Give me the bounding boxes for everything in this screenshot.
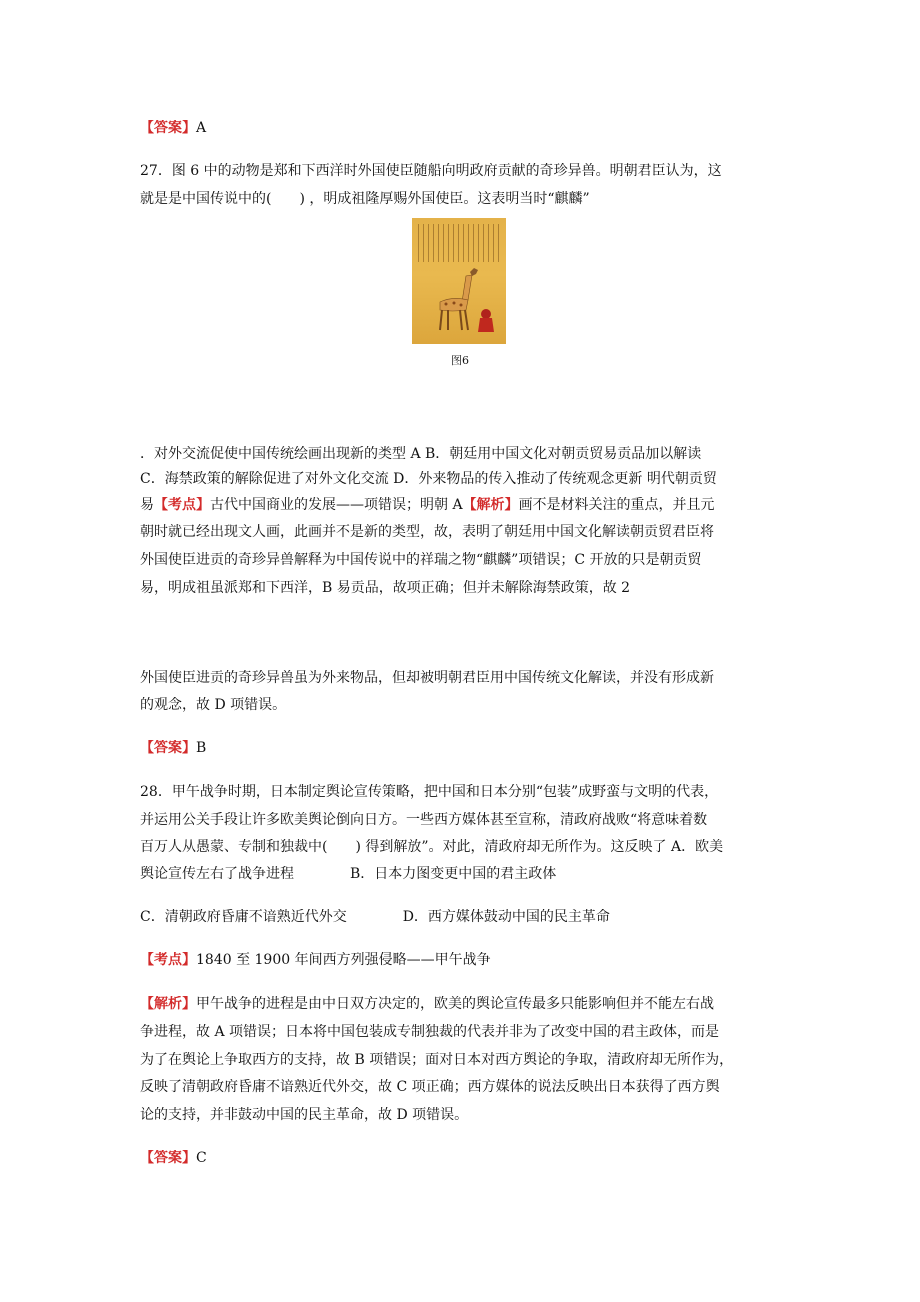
jiexi-text-1: 甲午战争的进程是由中日双方决定的，欧美的舆论宣传最多只能影响但并不能左右战 [196, 996, 714, 1012]
kaodian-line [140, 952, 780, 968]
kaodian-tag: 【考点】 [140, 952, 196, 968]
answer-line-2 [140, 740, 780, 756]
q27-options-line-4: 朝时就已经出现文人画，此画并不是新的类型，故，表明了朝廷用中国文化解读朝贡贸君臣将 [140, 524, 714, 540]
giraffe-image [412, 218, 506, 344]
q27-options-line-3-a: 易 [140, 497, 154, 513]
answer-tag: 【答案】 [140, 740, 196, 756]
q27-options-line-3-c: 画不是材料关注的重点，并且元 [518, 497, 715, 513]
jiexi-line-3: 为了在舆论上争取西方的支持，故 B 项错误；面对日本对西方舆论的争取，清政府却无所作为， [140, 1052, 734, 1068]
jiexi-line-4: 反映了清朝政府昏庸不谙熟近代外交，故 C 项正确；西方媒体的说法反映出日本获得了西方舆 [140, 1079, 720, 1095]
q27-options-line-6: 易，明成祖虽派郑和下西洋，B 易贡品，故项正确；但并未解除海禁政策，故 2 [140, 580, 631, 596]
kaodian-text: 1840 至 1900 年间西方列强侵略——甲午战争 [196, 952, 491, 968]
q27-line-1: 27．图 6 中的动物是郑和下西洋时外国使臣随船向明政府贡献的奇珍异兽。明朝君臣认为，这 [140, 163, 722, 179]
jiexi-tag: 【解析】 [140, 996, 196, 1012]
answer-line-1 [140, 120, 780, 136]
figure-caption: 图6 [451, 354, 469, 367]
q27-cont-line-2: 的观念，故 D 项错误。 [140, 697, 287, 713]
q28-line-2: 并运用公关手段让许多欧美舆论倒向日方。一些西方媒体甚至宣称，清政府战败“将意味着数 [140, 812, 708, 828]
kaodian-tag: 【考点】 [154, 497, 210, 513]
answer-tag: 【答案】 [140, 1150, 196, 1166]
answer-value: B [196, 740, 207, 756]
q27-options-line-5: 外国使臣进贡的奇珍异兽解释为中国传说中的祥瑞之物“麒麟”项错误；C 开放的只是朝贡贸 [140, 552, 702, 568]
q28-line-3: 百万人从愚蒙、专制和独裁中( ) 得到解放”。对此，清政府却无所作为。这反映了 A．欧美 [140, 839, 724, 855]
q28-line-4: 舆论宣传左右了战争进程 B．日本力图变更中国的君主政体 [140, 866, 557, 882]
answer-line-3 [140, 1150, 780, 1166]
q27-options-line-2: C．海禁政策的解除促进了对外文化交流 D．外来物品的传入推动了传统观念更新 明代朝贡贸 [140, 471, 717, 487]
qilin-giraffe-painting [412, 218, 506, 344]
jiexi-tag: 【解析】 [462, 497, 519, 513]
jiexi-line-2: 争进程，故 A 项错误；日本将中国包装成专制独裁的代表并非为了改变中国的君主政体，而是 [140, 1024, 720, 1040]
jiexi-line-5: 论的支持，并非鼓动中国的民主革命，故 D 项错误。 [140, 1107, 469, 1123]
q27-line-2: 就是是中国传说中的( ) ，明成祖隆厚赐外国使臣。这表明当时“麒麟” [140, 191, 590, 207]
answer-value: C [196, 1150, 207, 1166]
jiexi-line-1 [140, 996, 780, 1012]
q27-options-line-3 [140, 497, 780, 513]
q27-cont-line-1: 外国使臣进贡的奇珍异兽虽为外来物品，但却被明朝君臣用中国传统文化解读，并没有形成新 [140, 670, 714, 686]
answer-value: A [196, 120, 207, 136]
q27-options-line-3-b: 古代中国商业的发展——项错误；明朝 A [210, 497, 463, 513]
q28-line-1: 28．甲午战争时期，日本制定舆论宣传策略，把中国和日本分别“包装”成野蛮与文明的代表， [140, 784, 719, 800]
answer-tag: 【答案】 [140, 120, 196, 136]
q28-line-5: C．清朝政府昏庸不谙熟近代外交 D．西方媒体鼓动中国的民主革命 [140, 909, 610, 925]
q27-options-line-1: ．对外交流促使中国传统绘画出现新的类型 A B．朝廷用中国文化对朝贡贸易贡品加以解读 [140, 446, 702, 462]
